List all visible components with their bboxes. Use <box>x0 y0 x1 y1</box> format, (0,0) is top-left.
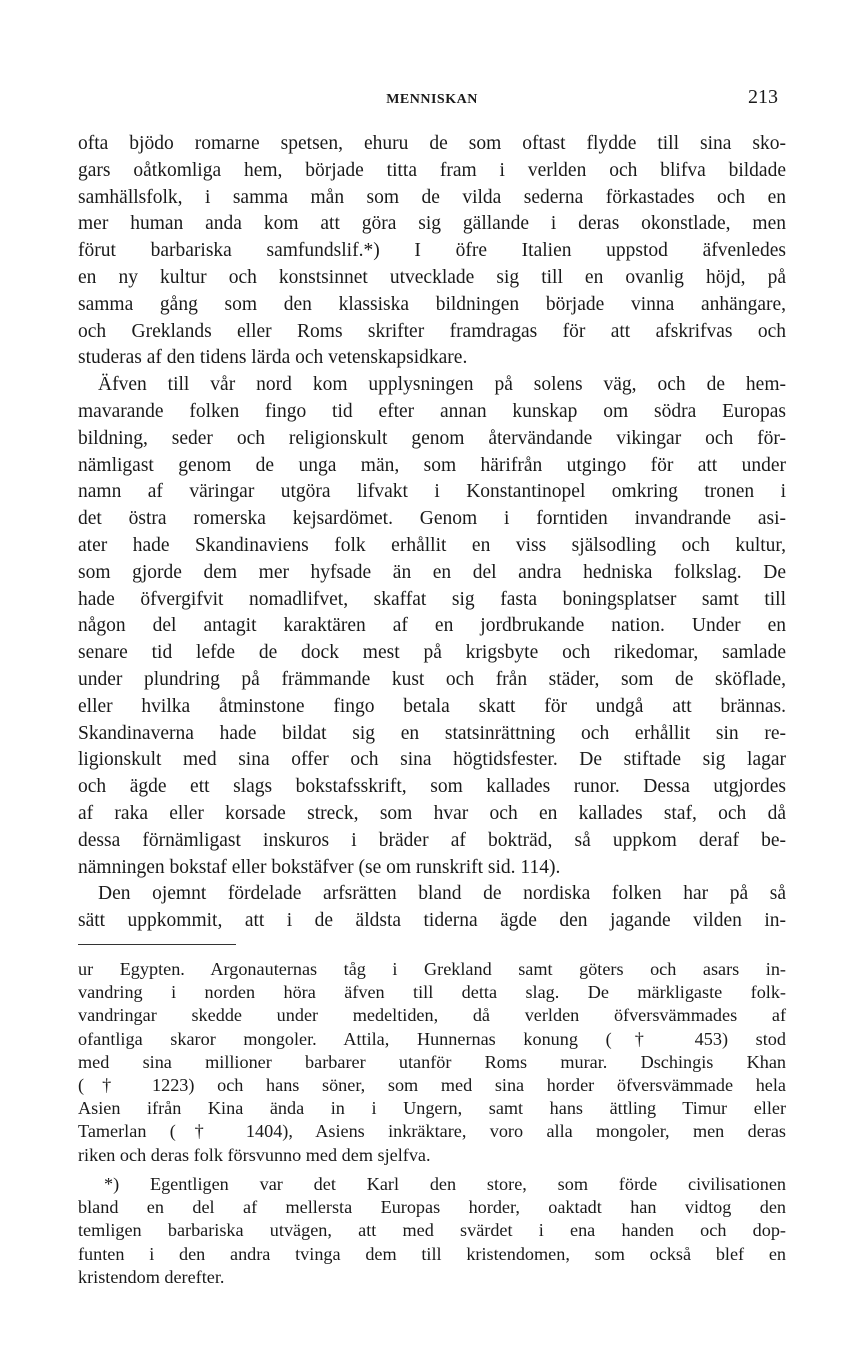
text-line: senare tid lefde de dock mest på krigsbyte och rikedomar, samlade <box>78 642 786 664</box>
text-line: eller hvilka åtminstone fingo betala skatt för undgå att brännas. <box>78 695 786 717</box>
text-line: som gjorde dem mer hyfsade än en del andra hedniska folkslag. De <box>78 561 786 583</box>
text-line: Äfven till vår nord kom upplysningen på solens väg, och de hem- <box>98 374 786 396</box>
footnote-line: riken och deras folk försvunno med dem sjelfva. <box>78 1144 431 1165</box>
text-line: mavarande folken fingo tid efter annan kunskap om södra Europas <box>78 400 786 422</box>
running-title: MENNISKAN <box>386 92 478 107</box>
text-line: någon del antagit karaktären af en jordbrukande nation. Under en <box>78 615 786 637</box>
text-line: nämligast genom de unga män, som härifrån utgingo för att under <box>78 454 786 476</box>
text-line: af raka eller korsade streck, som hvar och en kallades staf, och då <box>78 802 786 824</box>
text-line: det östra romerska kejsardömet. Genom i forntiden invandrande asi- <box>78 508 786 530</box>
footnote-line: funten i den andra tvinga dem till kristendomen, som också blef en <box>78 1243 786 1264</box>
footnote-divider <box>78 944 236 945</box>
text-line: namn af väringar utgöra lifvakt i Konstantinopel omkring tronen i <box>78 481 786 503</box>
text-line: samma gång som den klassiska bildningen började vinna anhängare, <box>78 293 786 315</box>
main-text <box>78 131 786 935</box>
text-line: ofta bjödo romarne spetsen, ehuru de som oftast flydde till sina sko- <box>78 133 786 154</box>
footnote-line: vandringar skedde under medeltiden, då verlden öfversvämmades af <box>78 1005 786 1026</box>
footnote-line: med sina millioner barbarer utanför Roms murar. Dschingis Khan <box>78 1051 786 1072</box>
text-line: och Greklands eller Roms skrifter framdragas för att afskrifvas och <box>78 320 786 342</box>
footnote-line: *) Egentligen var det Karl den store, som förde civilisationen <box>104 1174 786 1194</box>
text-line: dessa förnämligast inskuros i bräder af bokträd, så uppkom deraf be- <box>78 829 786 851</box>
text-line: ligionskult med sina offer och sina högtidsfester. De stiftade sig lagar <box>78 749 786 771</box>
text-line: Den ojemnt fördelade arfsrätten bland de nordiska folken har på så <box>98 883 786 905</box>
footnote-star <box>78 1173 786 1289</box>
text-line: bildning, seder och religionskult genom återvändande vikingar och för- <box>78 427 786 449</box>
text-line: en ny kultur och konstsinnet utvecklade sig till en ovanlig höjd, på <box>78 266 786 288</box>
footnote-line: Asien ifrån Kina ända in i Ungern, samt hans ättling Timur eller <box>78 1098 786 1119</box>
text-line: nämningen bokstaf eller bokstäfver (se om runskrift sid. 114). <box>78 856 561 878</box>
text-line: sätt uppkommit, att i de äldsta tiderna ägde den jagande vilden in- <box>78 910 786 932</box>
footnote-line: temligen barbariska utvägen, att med svärdet i ena handen och dop- <box>78 1220 786 1241</box>
footnote-line: kristendom derefter. <box>78 1266 225 1287</box>
text-line: hade öfvergifvit nomadlifvet, skaffat sig fasta boningsplatser samt till <box>78 588 786 610</box>
footnote-line: ofantliga skaror mongoler. Attila, Hunnernas konung († 453) stod <box>78 1028 786 1049</box>
text-line: och ägde ett slags bokstafsskrift, som kallades runor. Dessa utgjordes <box>78 776 786 798</box>
page-header <box>78 86 786 112</box>
footnote-line: († 1223) och hans söner, som med sina horder öfversvämmade hela <box>78 1074 786 1095</box>
text-line: under plundring på främmande kust och från städer, som de sköflade, <box>78 668 786 690</box>
text-line: förut barbariska samfundslif.*) I öfre Italien uppstod äfvenledes <box>78 240 786 262</box>
text-line: ater hade Skandinaviens folk erhållit en viss själsodling och kultur, <box>78 534 786 556</box>
footnote-line: vandring i norden höra äfven till detta slag. De märkligaste folk- <box>78 982 786 1003</box>
footnote-line: bland en del af mellersta Europas horder, oaktadt han vidtog den <box>78 1197 786 1218</box>
footnote-line: Tamerlan († 1404), Asiens inkräktare, voro alla mongoler, men deras <box>78 1121 786 1142</box>
footnote-continued <box>78 958 786 1167</box>
page-number: 213 <box>748 86 778 108</box>
text-line: gars oåtkomliga hem, började titta fram i verlden och blifva bildade <box>78 159 786 181</box>
text-line: Skandinaverna hade bildat sig en statsinrättning och erhållit sin re- <box>78 722 786 744</box>
text-line: samhällsfolk, i samma mån som de vilda sederna förkastades och en <box>78 186 786 208</box>
text-line: studeras af den tidens lärda och vetenskapsidkare. <box>78 347 468 369</box>
footnote-line: ur Egypten. Argonauternas tåg i Grekland samt göters och asars in- <box>78 959 786 979</box>
text-line: mer human anda kom att göra sig gällande i deras okonstlade, men <box>78 213 786 235</box>
